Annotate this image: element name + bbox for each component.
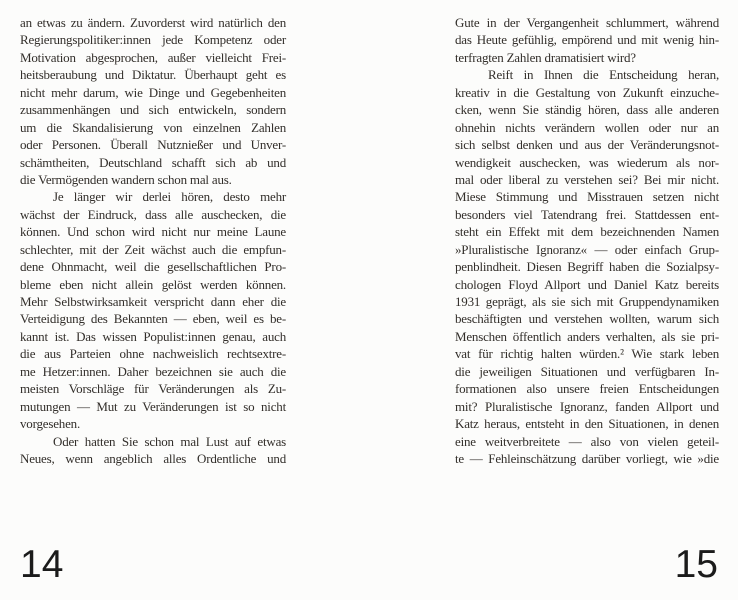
text-line: steht ein Effekt mit dem bezeichnenden Namen xyxy=(455,224,719,240)
text-line: die aus Parteien ohne nachweislich rechtsextre- xyxy=(20,346,286,362)
text-line: Regierungspolitiker:innen jede Kompetenz oder xyxy=(20,32,286,48)
text-line: mal oder liberal zu verstehen sei? Bei mir nicht. xyxy=(455,171,719,187)
text-line: nicht mehr darum, wie Dinge und Gegebenheiten xyxy=(20,84,286,100)
text-line: die jeweiligen Situationen und verfügbaren In- xyxy=(455,363,719,379)
text-line: mutungen — Mut zu Veränderungen ist so nicht xyxy=(20,398,286,414)
text-line: wendigkeit auschecken, was wiederum als nor- xyxy=(455,154,719,170)
text-line: dene Ohnmacht, weil die gesellschaftlichen Pro- xyxy=(20,259,286,275)
text-line: me Hetzer:innen. Daher bezeichnen sie auch die xyxy=(20,363,286,379)
text-line: Oder hatten Sie schon mal Lust auf etwas xyxy=(53,433,286,449)
text-line: schämtheiten, Deutschland schafft sich ab und xyxy=(20,154,286,170)
text-line: Mehr Selbstwirksamkeit verspricht dann eher die xyxy=(20,294,286,309)
left-page-text-block xyxy=(20,14,286,467)
right-page-number: 15 xyxy=(674,543,718,586)
text-line: Reift in Ihnen die Entscheidung heran, xyxy=(488,67,719,83)
text-line: Motivation abgesprochen, außer vielleicht Frei- xyxy=(20,49,286,65)
text-line: sich selbst denken und aus der Veränderungsnot- xyxy=(455,137,719,153)
text-line: beschäftigten und verstehen wollten, warum sich xyxy=(455,311,719,327)
right-page xyxy=(369,0,738,600)
text-line: meisten Vorschläge für Veränderungen als Zu- xyxy=(20,381,286,397)
text-line: heitsberaubung und Diktatur. Überhaupt geht es xyxy=(20,67,286,83)
text-line: ohnehin nichts verändern wollen oder nur an xyxy=(455,119,719,135)
text-line: um die Skandalisierung von einzelnen Zahlen xyxy=(20,119,286,135)
text-line: die Vermögenden wandern schon mal aus. xyxy=(20,171,232,187)
text-line: Gute in der Vergangenheit schlummert, während xyxy=(455,15,719,30)
text-line: chologen Floyd Allport und Daniel Katz bereits xyxy=(455,276,719,292)
text-line: Neues, wenn angeblich alles Ordentliche und xyxy=(20,450,286,466)
text-line: te — Fehleinschätzung darüber vorliegt, wie »die xyxy=(455,450,719,466)
right-page-text-block xyxy=(455,14,719,467)
text-line: penblindheit. Diesen Begriff haben die Sozialpsy- xyxy=(455,259,719,275)
text-line: eine weitverbreitete — also von vielen geteil- xyxy=(455,433,719,449)
text-line: mit? Pluralistische Ignoranz, fanden Allport und xyxy=(455,398,719,414)
text-line: schlechter, mit der Zeit wächst auch die empfun- xyxy=(20,241,286,257)
text-line: können. Und schon wird nicht nur meine Laune xyxy=(20,224,286,240)
text-line: terfragten Zahlen dramatisiert wird? xyxy=(455,49,636,65)
text-line: oder Personen. Überall Nutznießer und Unver- xyxy=(20,137,286,153)
text-line: vorgesehen. xyxy=(20,416,81,432)
text-line: besonders viel Tatendrang frei. Stattdessen ent- xyxy=(455,206,719,222)
text-line: kannt ist. Das wissen Populist:innen genau, auch xyxy=(20,328,286,344)
text-line: Miese Stimmung und Misstrauen setzen nicht xyxy=(455,189,719,205)
text-line: vat für richtig halten würden.² Wie stark leben xyxy=(455,346,719,362)
text-line: formationen also unsere freien Entscheidungen xyxy=(455,381,719,397)
text-line: zusammenhängen und sich entwickeln, sondern xyxy=(20,102,286,118)
text-line: cken, wenn Sie ständig hören, dass alle anderen xyxy=(455,102,719,118)
text-line: kreativ in die Gestaltung von Zukunft einzuche- xyxy=(455,84,719,100)
text-line: bleme eben nicht allein gelöst werden können. xyxy=(20,276,286,292)
text-line: Menschen öffentlich anders verhalten, als sie pri- xyxy=(455,328,719,344)
text-line: Katz heraus, entsteht in den Situationen, in denen xyxy=(455,416,719,432)
text-line: Verteidigung des Bekannten — eben, weil es be- xyxy=(20,311,286,327)
text-line: Je länger wir derlei hören, desto mehr xyxy=(53,189,286,205)
text-line: »Pluralistische Ignoranz« — oder einfach Grup- xyxy=(455,241,719,257)
text-line: 1931 geprägt, als sie sich mit Gruppendynamiken xyxy=(455,294,719,309)
text-line: wächst der Eindruck, dass alle auschecken, die xyxy=(20,206,286,222)
text-line: an etwas zu ändern. Zuvorderst wird natürlich den xyxy=(20,15,286,30)
left-page-number: 14 xyxy=(20,543,64,586)
text-line: das Heute gefühlig, empörend und mit wenig hin- xyxy=(455,32,719,48)
